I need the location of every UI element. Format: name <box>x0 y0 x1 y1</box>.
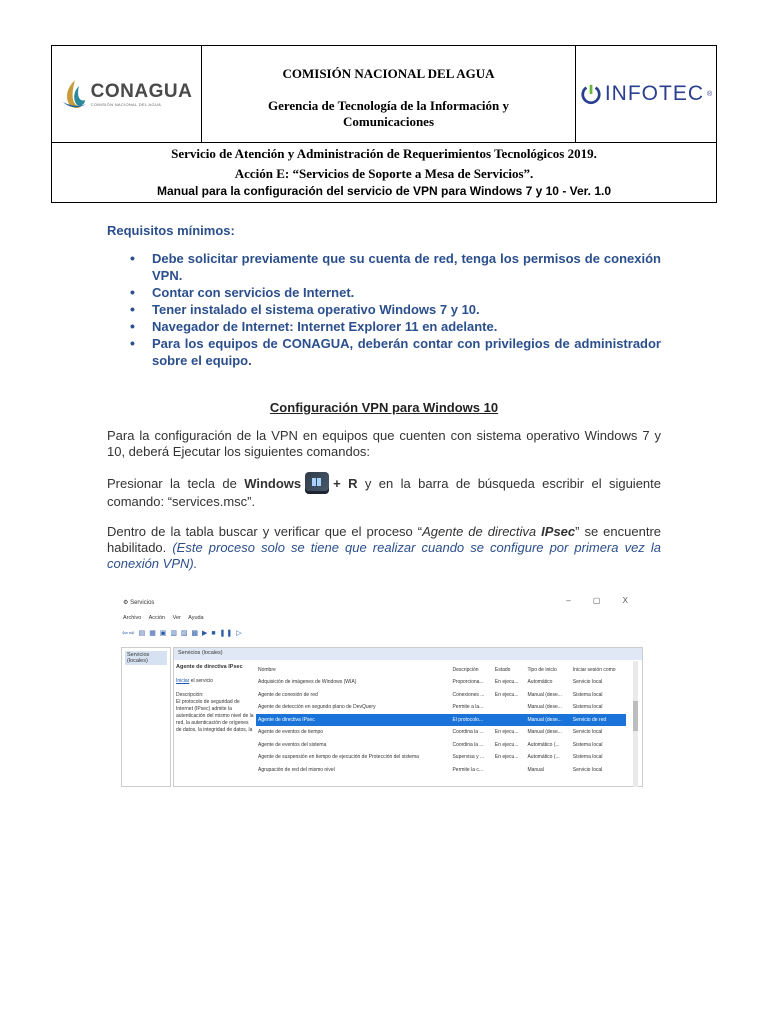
list-item: • Navegador de Internet: Internet Explorer 11 en adelante. <box>130 318 661 335</box>
list-item: • Contar con servicios de Internet. <box>130 284 661 301</box>
cell-name: Agente de directiva IPsec <box>256 714 450 727</box>
infotec-registered: ® <box>707 90 713 98</box>
gear-icon: ⚙ <box>123 600 129 606</box>
cell-logon: Servicio local <box>572 766 603 773</box>
cell-logon: Sistema local <box>572 741 603 748</box>
conagua-wave-icon <box>61 78 87 110</box>
infotec-power-icon <box>580 83 602 105</box>
cell-logon: Sistema local <box>572 691 603 698</box>
cell-logon: Sistema local <box>572 754 603 761</box>
cell-desc: Conexiones ... <box>452 691 485 698</box>
verify-note: (Este proceso solo se tiene que realizar cuando se configure por primera vez la conexión VPN). <box>107 540 661 571</box>
requirements-list <box>130 250 661 369</box>
services-scrollbar <box>633 661 638 787</box>
department-name: Gerencia de Tecnología de la Información y Comunicaciones <box>268 98 509 129</box>
paragraph-keypress <box>107 472 661 510</box>
org-name: COMISIÓN NACIONAL DEL AGUA <box>282 66 495 81</box>
table-row <box>256 676 626 689</box>
cell-start-type: Manual (dese... <box>527 691 562 698</box>
cell-start-type: Manual (dese... <box>525 714 570 727</box>
cell-desc: Supervisa y ... <box>452 754 485 761</box>
cell-start-type: Manual (dese... <box>527 704 562 711</box>
desc-label: Descripción: <box>176 692 204 698</box>
conagua-name: CONAGUA <box>90 80 193 102</box>
conagua-subtitle: COMISIÓN NACIONAL DEL AGUA <box>90 101 162 107</box>
header-title-cell <box>202 46 575 142</box>
cell-logon: Servicio local <box>572 729 603 736</box>
table-row <box>256 689 626 702</box>
cell-state <box>493 764 526 777</box>
cell-desc: Permite a la... <box>452 704 484 711</box>
services-table <box>256 664 626 776</box>
table-row <box>256 764 626 777</box>
cell-state: En ejecu... <box>494 754 519 761</box>
verify-service-name: Agente de directiva <box>422 524 542 539</box>
cell-state: En ejecu... <box>494 741 519 748</box>
manual-line: Manual para la configuración del servicio de VPN para Windows 7 y 10 - Ver. 1.0 <box>156 184 612 198</box>
services-tab-header: Servicios (locales) <box>174 648 642 660</box>
menu-accion: Acción <box>148 615 166 621</box>
cell-desc: Coordina la ... <box>452 729 484 736</box>
cell-start-type: Automático (... <box>527 741 560 748</box>
cell-name: Agente de conexión de red <box>258 691 318 698</box>
cell-start-type: Automático <box>527 679 553 686</box>
conagua-logo <box>61 78 193 110</box>
verify-ipsec: IPsec <box>541 524 576 539</box>
desc-text: El protocolo de seguridad de Internet (IPsec) admite la autenticación del mismo nivel de la red, la autenticación de orígenes de datos, la integridad de datos, la <box>176 699 254 733</box>
cell-name: Agente de eventos del sistema <box>258 741 327 748</box>
col-descripcion: Descripción <box>452 667 479 673</box>
cell-state: En ejecu... <box>494 691 519 698</box>
table-row <box>256 739 626 752</box>
service-description-panel <box>176 664 254 734</box>
paragraph-verify <box>107 524 661 572</box>
conagua-logo-cell <box>52 46 202 142</box>
list-item: • Para los equipos de CONAGUA, deberán contar con privilegios de administrador sobre el equipo. <box>130 335 661 369</box>
cell-desc: Coordina la ... <box>452 741 484 748</box>
windows-key-icon <box>305 472 329 494</box>
service-line: Servicio de Atención y Administración de Requerimientos Tecnológicos 2019. <box>171 146 597 161</box>
windows-word: Windows <box>244 476 302 491</box>
requirements-title: Requisitos mínimos: <box>107 223 235 238</box>
cell-desc: Permite la c... <box>452 766 484 773</box>
cell-state <box>493 714 526 727</box>
services-window-title <box>123 599 154 606</box>
services-menu-bar <box>123 615 210 621</box>
paragraph-intro: Para la configuración de la VPN en equipos que cuenten con sistema operativo Windows 7 y 10, deberá Ejecutar los siguientes comandos: <box>107 428 661 459</box>
verify-pre: Dentro de la tabla buscar y verificar que el proceso “ <box>107 524 423 539</box>
plus-r: + R <box>333 476 358 491</box>
col-estado: Estado <box>494 667 511 673</box>
menu-ayuda: Ayuda <box>188 615 204 621</box>
services-toolbar-icons: ⇦⇨ ▤ ▦ ▣ ▥ ▨ ▩ ▶ ■ ❚❚ ▷ <box>122 630 243 637</box>
list-item: • Tener instalado el sistema operativo Windows 7 y 10. <box>130 301 661 318</box>
keypress-post: y en la barra de búsqueda escribir el siguiente comando: “services.msc”. <box>107 476 661 509</box>
cell-name: Agente de suspensión en tiempo de ejecución de Protección del sistema <box>258 754 419 761</box>
table-header-row <box>256 664 626 676</box>
table-row-selected <box>256 714 626 727</box>
infotec-name: INFOTEC <box>604 82 704 105</box>
section-title: Configuración VPN para Windows 10 <box>269 400 499 415</box>
desc-title: Agente de directiva IPsec <box>176 664 243 670</box>
action-line: Acción E: “Servicios de Soporte a Mesa de Servicios”. <box>234 166 534 181</box>
cell-start-type: Automático (... <box>527 754 560 761</box>
infotec-logo-cell <box>575 46 716 142</box>
tree-item-local-services: Servicios (locales) <box>125 651 167 665</box>
cell-logon: Sistema local <box>572 704 603 711</box>
cell-logon: Servicio de red <box>571 714 626 727</box>
services-title-text: Servicios <box>130 600 155 606</box>
col-iniciar-sesion: Iniciar sesión como <box>572 667 616 673</box>
keypress-pre: Presionar la tecla de <box>107 476 245 491</box>
cell-name: Agente de eventos de tiempo <box>258 729 324 736</box>
services-main-pane <box>173 647 643 787</box>
cell-desc: El protocolo... <box>450 714 492 727</box>
col-nombre: Nombre <box>258 667 276 673</box>
services-tree-pane <box>121 647 171 787</box>
window-controls: – ▢ X <box>566 596 638 605</box>
cell-name: Adquisición de imágenes de Windows (WIA) <box>258 679 357 686</box>
desc-link-rest: el servicio <box>189 678 213 684</box>
table-row <box>256 701 626 714</box>
menu-ver: Ver <box>172 615 181 621</box>
cell-desc: Proporciona... <box>452 679 484 686</box>
table-row <box>256 751 626 764</box>
cell-state <box>493 701 526 714</box>
document-header <box>51 45 717 203</box>
header-bottom-row <box>52 142 716 204</box>
cell-name: Agente de detección en segundo plano de DevQuery <box>258 704 376 711</box>
cell-logon: Servicio local <box>572 679 603 686</box>
services-window-screenshot <box>118 593 646 787</box>
cell-name: Agrupación de red del mismo nivel <box>258 766 335 773</box>
desc-start-link: Iniciar <box>176 678 190 684</box>
verify-mid: ” se encuentre habilitado. <box>107 524 662 555</box>
col-tipo-inicio: Tipo de inicio <box>527 667 557 673</box>
cell-state: En ejecu... <box>494 729 519 736</box>
cell-state: En ejecu... <box>494 679 519 686</box>
header-top-row <box>52 46 716 143</box>
cell-start-type: Manual <box>527 766 544 773</box>
infotec-logo <box>580 82 712 106</box>
table-row <box>256 726 626 739</box>
menu-archivo: Archivo <box>123 615 142 621</box>
list-item: • Debe solicitar previamente que su cuenta de red, tenga los permisos de conexión VPN. <box>130 250 661 284</box>
cell-start-type: Manual (dese... <box>527 729 562 736</box>
